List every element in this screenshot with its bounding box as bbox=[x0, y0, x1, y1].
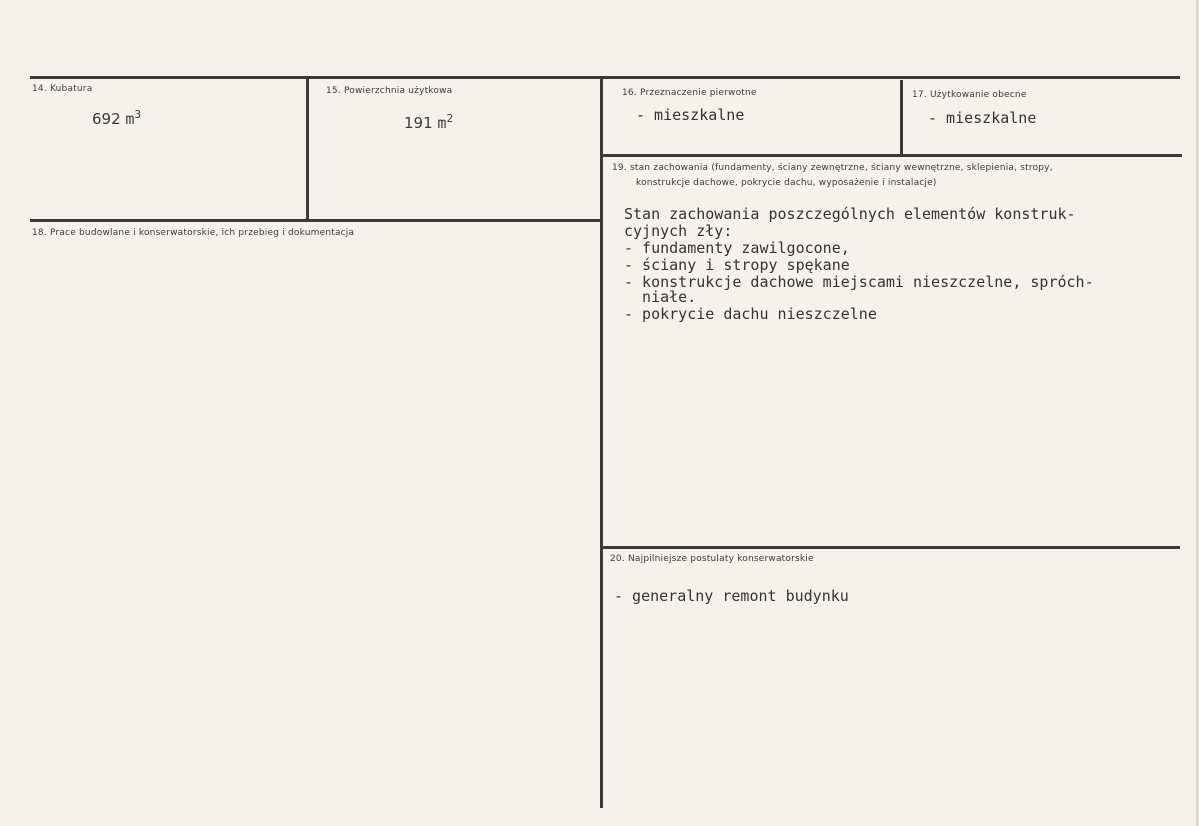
field-20-value: - generalny remont budynku bbox=[614, 587, 849, 605]
field-18-label: 18. Prace budowlane i konserwatorskie, ich przebieg i dokumentacja bbox=[32, 228, 355, 238]
field-19-line: - fundamenty zawilgocone, bbox=[624, 239, 850, 257]
field-14-unit: $m^3$ bbox=[125, 108, 142, 128]
field-19-line: - pokrycie dachu nieszczelne bbox=[624, 305, 877, 323]
main-divider bbox=[600, 78, 603, 808]
field-19-label-line1: 19. stan zachowania (fundamenty, ściany zewnętrzne, ściany wewnętrzne, sklepienia, stropy, bbox=[612, 163, 1053, 173]
divider-16-17 bbox=[900, 80, 903, 154]
rule-above-20 bbox=[602, 546, 1180, 549]
field-14-value bbox=[92, 108, 141, 128]
field-15-label: 15. Powierzchnia użytkowa bbox=[326, 86, 453, 96]
rule-below-14-15 bbox=[30, 219, 602, 222]
field-14-number: 692 bbox=[92, 110, 121, 128]
top-rule bbox=[30, 76, 1180, 79]
field-19-line: niałe. bbox=[624, 288, 697, 306]
field-19-line: Stan zachowania poszczególnych elementów konstruk- bbox=[624, 205, 1076, 223]
field-19-line: - konstrukcje dachowe miejscami nieszczelne, spróch- bbox=[624, 273, 1094, 291]
field-16-value: - mieszkalne bbox=[636, 106, 745, 124]
field-16-label: 16. Przeznaczenie pierwotne bbox=[622, 88, 757, 98]
field-15-unit: $m^2$ bbox=[437, 112, 454, 132]
field-19-label-line2: konstrukcje dachowe, pokrycie dachu, wyposażenie i instalacje) bbox=[636, 178, 937, 188]
field-15-value bbox=[404, 112, 453, 132]
rule-below-16-17 bbox=[602, 154, 1182, 157]
divider-14-15 bbox=[306, 78, 309, 220]
field-19-line: cyjnych zły: bbox=[624, 222, 733, 240]
field-15-number: 191 bbox=[404, 114, 433, 132]
field-19-line: - ściany i stropy spękane bbox=[624, 256, 850, 274]
field-17-value: - mieszkalne bbox=[928, 109, 1037, 127]
field-20-label: 20. Najpilniejsze postulaty konserwatorskie bbox=[610, 554, 814, 564]
field-17-label: 17. Użytkowanie obecne bbox=[912, 90, 1027, 100]
field-14-label: 14. Kubatura bbox=[32, 84, 93, 94]
